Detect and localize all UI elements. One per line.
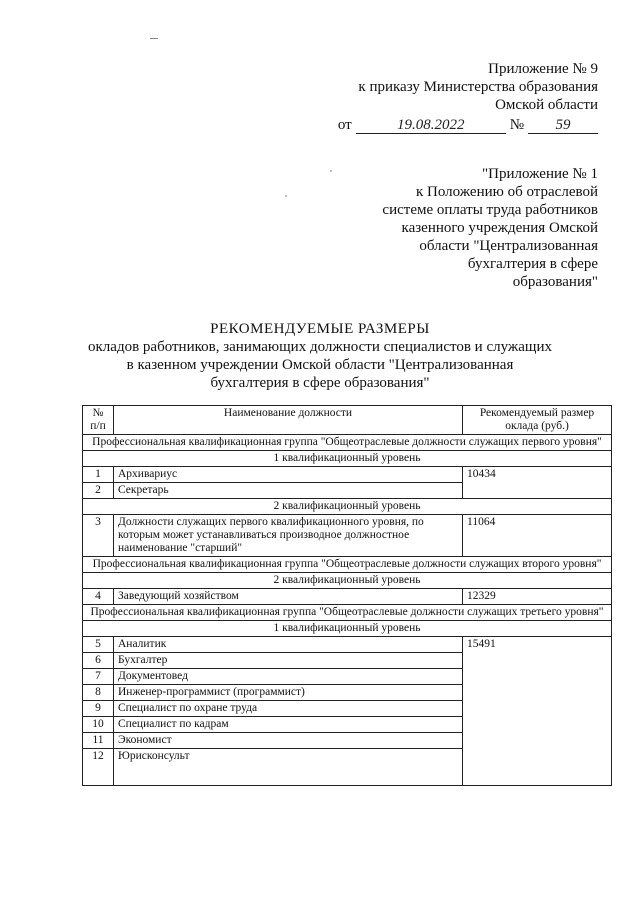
annex-9-region: Омской области	[495, 97, 598, 113]
level-row	[83, 573, 612, 589]
row-position: Архивариус	[114, 467, 463, 483]
annex-1-line: образования"	[512, 274, 598, 290]
row-position: Специалист по кадрам	[114, 717, 463, 733]
row-num: 8	[83, 685, 114, 701]
title-main: РЕКОМЕНДУЕМЫЕ РАЗМЕРЫ	[210, 321, 430, 337]
handwritten-number: 59	[528, 117, 598, 134]
annex-1-line: к Положению об отраслевой	[415, 184, 598, 200]
group-1-title: Профессиональная квалификационная группа "Общеотраслевые должности служащих первого уровня"	[83, 435, 612, 451]
row-num: 3	[83, 515, 114, 557]
table-row	[83, 637, 612, 653]
row-num: 7	[83, 669, 114, 685]
number-prefix: №	[509, 117, 524, 133]
row-num: 1	[83, 467, 114, 483]
annex-9-block	[278, 60, 598, 134]
group-3-title: Профессиональная квалификационная группа "Общеотраслевые должности служащих третьего уровня"	[83, 605, 612, 621]
document-title	[60, 320, 580, 392]
group-1-level-2: 2 квалификационный уровень	[83, 499, 612, 515]
row-position: Юрисконсульт	[114, 749, 463, 786]
table-row	[83, 467, 612, 483]
header-position: Наименование должности	[114, 406, 463, 435]
row-position: Секретарь	[114, 483, 463, 499]
date-prefix: от	[337, 117, 352, 133]
row-salary: 12329	[463, 589, 612, 605]
row-num: 9	[83, 701, 114, 717]
row-position: Должности служащих первого квалификационного уровня, по которым может устанавливаться производное должностное наименование "старший"	[114, 515, 463, 557]
group-3-level-1: 1 квалификационный уровень	[83, 621, 612, 637]
row-num: 2	[83, 483, 114, 499]
row-position: Заведующий хозяйством	[114, 589, 463, 605]
annex-1-line: области "Централизованная	[419, 238, 598, 254]
title-line: бухгалтерия в сфере образования"	[210, 375, 430, 391]
level-row	[83, 499, 612, 515]
annex-1-line: системе оплаты труда работников	[382, 202, 598, 218]
annex-1-block	[278, 165, 598, 291]
row-num: 12	[83, 749, 114, 786]
group-3-salary: 15491	[463, 637, 612, 786]
level-row	[83, 621, 612, 637]
salary-table	[82, 405, 612, 786]
group-1-level-1: 1 квалификационный уровень	[83, 451, 612, 467]
annex-9-title: Приложение № 9	[488, 61, 598, 77]
handwritten-date: 19.08.2022	[356, 117, 506, 134]
level-row	[83, 451, 612, 467]
row-position: Специалист по охране труда	[114, 701, 463, 717]
header-num: № п/п	[83, 406, 114, 435]
annex-1-line: бухгалтерия в сфере	[467, 256, 598, 272]
title-line: окладов работников, занимающих должности специалистов и служащих	[88, 339, 552, 355]
table-row	[83, 589, 612, 605]
row-num: 6	[83, 653, 114, 669]
row-salary: 10434	[463, 467, 612, 499]
row-num: 5	[83, 637, 114, 653]
row-position: Инженер-программист (программист)	[114, 685, 463, 701]
row-position: Аналитик	[114, 637, 463, 653]
title-line: в казенном учреждении Омской области "Централизованная	[126, 357, 514, 373]
header-salary: Рекомендуемый размер оклада (руб.)	[463, 406, 612, 435]
annex-1-line: казенного учреждения Омской	[401, 220, 598, 236]
group-row	[83, 557, 612, 573]
row-position: Бухгалтер	[114, 653, 463, 669]
annex-1-line: "Приложение № 1	[482, 166, 598, 182]
row-num: 11	[83, 733, 114, 749]
row-position: Документовед	[114, 669, 463, 685]
table-header-row	[83, 406, 612, 435]
row-position: Экономист	[114, 733, 463, 749]
group-2-level-2: 2 квалификационный уровень	[83, 573, 612, 589]
table-row	[83, 515, 612, 557]
group-row	[83, 605, 612, 621]
row-num: 4	[83, 589, 114, 605]
annex-9-order: к приказу Министерства образования	[358, 79, 598, 95]
scan-mark	[150, 38, 158, 39]
group-2-title: Профессиональная квалификационная группа "Общеотраслевые должности служащих второго уровня"	[83, 557, 612, 573]
row-salary: 11064	[463, 515, 612, 557]
row-num: 10	[83, 717, 114, 733]
annex-9-date-row	[278, 116, 598, 134]
group-row	[83, 435, 612, 451]
